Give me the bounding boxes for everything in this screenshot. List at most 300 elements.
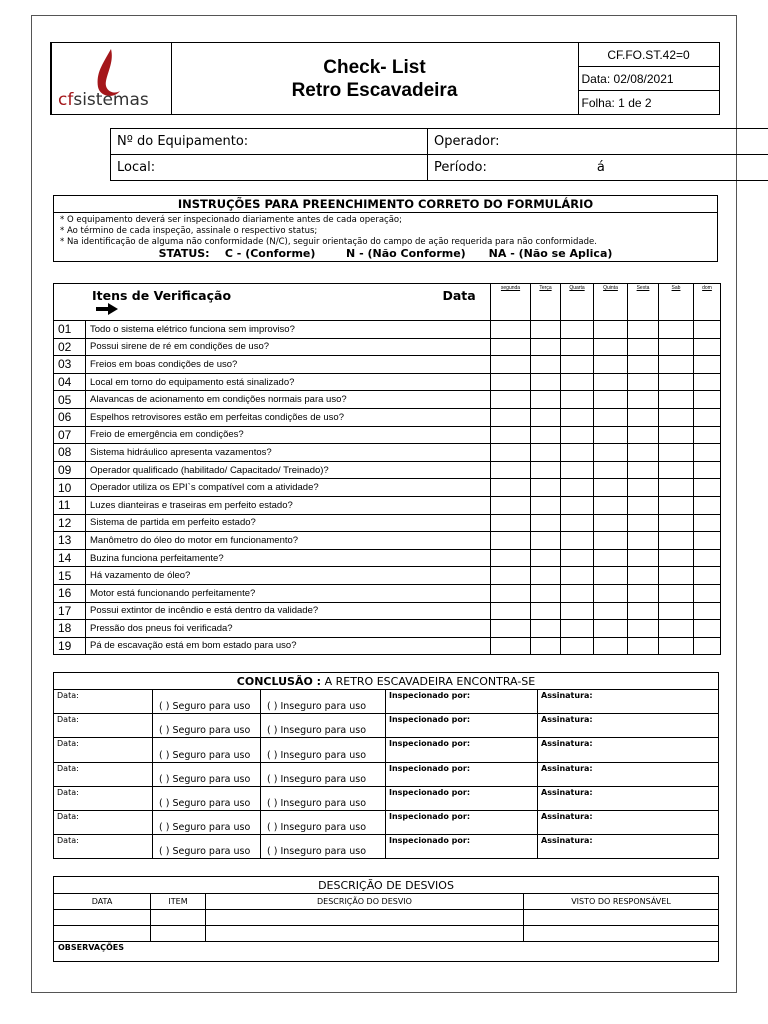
unsafe-label: ( ) Inseguro para uso [267, 749, 367, 761]
status-cell-segunda[interactable] [491, 496, 531, 514]
signature-field[interactable]: Assinatura: [538, 810, 719, 834]
status-cell-quinta[interactable] [594, 391, 628, 409]
status-cell-dom[interactable] [694, 461, 721, 479]
inspected-by-field[interactable]: Inspecionado por: [386, 835, 538, 859]
status-cell-segunda[interactable] [491, 549, 531, 567]
status-cell-sexta[interactable] [628, 620, 659, 638]
item-number: 10 [54, 479, 86, 497]
status-cell-segunda[interactable] [491, 373, 531, 391]
status-cell-quinta[interactable] [594, 338, 628, 356]
item-text: Buzina funciona perfeitamente? [86, 549, 491, 567]
checklist-row [54, 584, 721, 602]
status-cell-sexta[interactable] [628, 532, 659, 550]
unsafe-label: ( ) Inseguro para uso [267, 846, 367, 858]
items-header: Itens de Verificação [92, 288, 232, 303]
date-header: Data [442, 288, 476, 303]
checklist-row [54, 338, 721, 356]
item-number: 15 [54, 567, 86, 585]
safe-option[interactable] [153, 762, 261, 786]
status-cell-sexta[interactable] [628, 637, 659, 655]
item-number: 04 [54, 373, 86, 391]
status-cell-dom[interactable] [694, 444, 721, 462]
status-cell-terça[interactable] [531, 496, 561, 514]
checklist-row [54, 602, 721, 620]
day-header-6: dom [694, 284, 721, 321]
status-cell-dom[interactable] [694, 549, 721, 567]
status-cell-sexta[interactable] [628, 496, 659, 514]
item-text: Luzes dianteiras e traseiras em perfeito estado? [86, 496, 491, 514]
conclusion-date-field[interactable]: Data: [54, 714, 153, 738]
safe-label: ( ) Seguro para uso [159, 773, 251, 785]
status-cell-terça[interactable] [531, 356, 561, 374]
checklist-row [54, 426, 721, 444]
safe-label: ( ) Seguro para uso [159, 797, 251, 809]
status-cell-terça[interactable] [531, 620, 561, 638]
status-cell-segunda[interactable] [491, 620, 531, 638]
status-cell-sexta[interactable] [628, 567, 659, 585]
checklist-table [53, 283, 721, 655]
item-number: 14 [54, 549, 86, 567]
deviation-column-header: DATA [54, 894, 151, 910]
status-cell-segunda[interactable] [491, 514, 531, 532]
status-cell-quarta[interactable] [561, 321, 594, 339]
status-cell-sexta[interactable] [628, 479, 659, 497]
status-cell-terça[interactable] [531, 567, 561, 585]
day-header-3: Quinta [594, 284, 628, 321]
status-cell-quarta[interactable] [561, 444, 594, 462]
status-cell-dom[interactable] [694, 532, 721, 550]
deviation-cell[interactable] [524, 910, 719, 926]
conclusion-date-field[interactable]: Data: [54, 690, 153, 714]
safe-option[interactable] [153, 786, 261, 810]
item-number: 09 [54, 461, 86, 479]
status-cell-sab[interactable] [659, 567, 694, 585]
conclusion-table [53, 672, 719, 859]
local-field[interactable]: Local: [111, 155, 428, 181]
item-text: Pá de escavação está em bom estado para uso? [86, 637, 491, 655]
conclusion-date-field[interactable]: Data: [54, 810, 153, 834]
status-cell-dom[interactable] [694, 321, 721, 339]
status-cell-terça[interactable] [531, 514, 561, 532]
item-text: Freios em boas condições de uso? [86, 356, 491, 374]
status-cell-sab[interactable] [659, 584, 694, 602]
period-label: Período: [434, 160, 487, 175]
form-title: Check- List Retro Escavadeira [171, 43, 578, 115]
safe-label: ( ) Seguro para uso [159, 822, 251, 834]
item-number: 17 [54, 602, 86, 620]
form-date: Data: 02/08/2021 [578, 67, 719, 91]
status-cell-sab[interactable] [659, 356, 694, 374]
item-text: Há vazamento de óleo? [86, 567, 491, 585]
unsafe-option[interactable] [261, 714, 386, 738]
status-cell-quarta[interactable] [561, 461, 594, 479]
status-cell-dom[interactable] [694, 391, 721, 409]
status-cell-quinta[interactable] [594, 408, 628, 426]
status-cell-quinta[interactable] [594, 321, 628, 339]
instruction-line: * Ao término de cada inspeção, assinale o respectivo status; [60, 226, 318, 236]
item-number: 01 [54, 321, 86, 339]
checklist-row [54, 444, 721, 462]
checklist-row [54, 637, 721, 655]
conclusion-row [54, 786, 719, 810]
status-cell-quinta[interactable] [594, 496, 628, 514]
day-header-4: Sexta [628, 284, 659, 321]
period-field[interactable] [428, 155, 768, 181]
item-text: Operador qualificado (habilitado/ Capacitado/ Treinado)? [86, 461, 491, 479]
checklist-row [54, 496, 721, 514]
safe-option[interactable] [153, 835, 261, 859]
item-text: Freio de emergência em condições? [86, 426, 491, 444]
checklist-row [54, 408, 721, 426]
status-cell-terça[interactable] [531, 602, 561, 620]
status-cell-sexta[interactable] [628, 461, 659, 479]
status-cell-quarta[interactable] [561, 479, 594, 497]
instructions-title: INSTRUÇÕES PARA PREENCHIMENTO CORRETO DO FORMULÁRIO [54, 196, 718, 213]
status-cell-sab[interactable] [659, 496, 694, 514]
status-cell-dom[interactable] [694, 567, 721, 585]
status-cell-quarta[interactable] [561, 408, 594, 426]
signature-field[interactable]: Assinatura: [538, 786, 719, 810]
status-cell-segunda[interactable] [491, 391, 531, 409]
instruction-line: * O equipamento deverá ser inspecionado diariamente antes de cada operação; [60, 215, 403, 225]
checklist-row [54, 356, 721, 374]
unsafe-option[interactable] [261, 690, 386, 714]
conclusion-date-field[interactable]: Data: [54, 835, 153, 859]
status-cell-segunda[interactable] [491, 408, 531, 426]
day-header-5: Sab [659, 284, 694, 321]
status-cell-quarta[interactable] [561, 514, 594, 532]
status-cell-dom[interactable] [694, 426, 721, 444]
status-cell-terça[interactable] [531, 373, 561, 391]
status-cell-sab[interactable] [659, 321, 694, 339]
status-cell-terça[interactable] [531, 321, 561, 339]
conclusion-row [54, 810, 719, 834]
status-cell-sexta[interactable] [628, 321, 659, 339]
status-cell-quarta[interactable] [561, 602, 594, 620]
status-cell-sab[interactable] [659, 602, 694, 620]
checklist-row [54, 532, 721, 550]
checklist-row [54, 514, 721, 532]
item-text: Local em torno do equipamento está sinalizado? [86, 373, 491, 391]
unsafe-label: ( ) Inseguro para uso [267, 725, 367, 737]
status-cell-quinta[interactable] [594, 373, 628, 391]
status-cell-sab[interactable] [659, 514, 694, 532]
status-cell-dom[interactable] [694, 602, 721, 620]
item-number: 03 [54, 356, 86, 374]
deviation-row [54, 926, 719, 942]
instructions-box [53, 195, 718, 262]
status-cell-dom[interactable] [694, 338, 721, 356]
checklist-row [54, 321, 721, 339]
status-cell-terça[interactable] [531, 391, 561, 409]
conclusion-row [54, 835, 719, 859]
status-cell-dom[interactable] [694, 637, 721, 655]
form-header [50, 42, 720, 115]
status-cell-dom[interactable] [694, 356, 721, 374]
deviation-cell[interactable] [151, 910, 206, 926]
status-cell-quarta[interactable] [561, 532, 594, 550]
status-cell-segunda[interactable] [491, 461, 531, 479]
status-cell-quarta[interactable] [561, 584, 594, 602]
checklist-row [54, 373, 721, 391]
conclusion-title-rest: A RETRO ESCAVADEIRA ENCONTRA-SE [321, 674, 536, 688]
form-code: CF.FO.ST.42=0 [578, 43, 719, 67]
signature-field[interactable]: Assinatura: [538, 835, 719, 859]
status-cell-quinta[interactable] [594, 514, 628, 532]
item-text: Manômetro do óleo do motor em funcionamento? [86, 532, 491, 550]
status-cell-segunda[interactable] [491, 602, 531, 620]
inspected-by-field[interactable]: Inspecionado por: [386, 690, 538, 714]
status-cell-sab[interactable] [659, 637, 694, 655]
deviation-cell[interactable] [54, 926, 151, 942]
item-text: Pressão dos pneus foi verificada? [86, 620, 491, 638]
status-cell-sexta[interactable] [628, 338, 659, 356]
status-cell-quinta[interactable] [594, 637, 628, 655]
status-cell-terça[interactable] [531, 338, 561, 356]
status-cell-quarta[interactable] [561, 496, 594, 514]
unsafe-option[interactable] [261, 786, 386, 810]
status-cell-quarta[interactable] [561, 391, 594, 409]
item-number: 05 [54, 391, 86, 409]
item-number: 16 [54, 584, 86, 602]
status-cell-quarta[interactable] [561, 620, 594, 638]
conclusion-row [54, 690, 719, 714]
status-cell-dom[interactable] [694, 373, 721, 391]
deviation-column-header: VISTO DO RESPONSÁVEL [524, 894, 719, 910]
status-cell-quarta[interactable] [561, 567, 594, 585]
form-sheet: Folha: 1 de 2 [578, 91, 719, 115]
deviation-column-header: DESCRIÇÃO DO DESVIO [206, 894, 524, 910]
signature-field[interactable]: Assinatura: [538, 738, 719, 762]
safe-option[interactable] [153, 690, 261, 714]
inspected-by-field[interactable]: Inspecionado por: [386, 738, 538, 762]
deviation-cell[interactable] [524, 926, 719, 942]
safe-option[interactable] [153, 714, 261, 738]
safe-option[interactable] [153, 738, 261, 762]
status-cell-quinta[interactable] [594, 567, 628, 585]
status-cell-quinta[interactable] [594, 549, 628, 567]
signature-field[interactable]: Assinatura: [538, 690, 719, 714]
svg-text:cfsistemas: cfsistemas [58, 90, 149, 110]
status-cell-sexta[interactable] [628, 373, 659, 391]
item-number: 12 [54, 514, 86, 532]
status-cell-quinta[interactable] [594, 584, 628, 602]
unsafe-label: ( ) Inseguro para uso [267, 797, 367, 809]
unsafe-label: ( ) Inseguro para uso [267, 701, 367, 713]
status-cell-sab[interactable] [659, 620, 694, 638]
checklist-row [54, 549, 721, 567]
status-cell-sexta[interactable] [628, 426, 659, 444]
status-cell-sab[interactable] [659, 532, 694, 550]
day-header-1: Terça [531, 284, 561, 321]
status-cell-terça[interactable] [531, 426, 561, 444]
conclusion-title [54, 673, 719, 690]
conclusion-title-bold: CONCLUSÃO : [236, 674, 322, 688]
conclusion-row [54, 738, 719, 762]
status-cell-sab[interactable] [659, 461, 694, 479]
inspected-by-field[interactable]: Inspecionado por: [386, 714, 538, 738]
item-text: Espelhos retrovisores estão em perfeitas condições de uso? [86, 408, 491, 426]
item-number: 18 [54, 620, 86, 638]
status-cell-sexta[interactable] [628, 356, 659, 374]
checklist-row [54, 479, 721, 497]
safe-label: ( ) Seguro para uso [159, 749, 251, 761]
status-cell-terça[interactable] [531, 637, 561, 655]
status-cell-quinta[interactable] [594, 479, 628, 497]
status-cell-quinta[interactable] [594, 444, 628, 462]
conclusion-date-field[interactable]: Data: [54, 762, 153, 786]
observations-row [54, 942, 719, 962]
status-cell-segunda[interactable] [491, 584, 531, 602]
status-cell-sexta[interactable] [628, 514, 659, 532]
status-cell-sab[interactable] [659, 479, 694, 497]
status-cell-sab[interactable] [659, 426, 694, 444]
status-cell-segunda[interactable] [491, 338, 531, 356]
item-number: 19 [54, 637, 86, 655]
status-cell-quarta[interactable] [561, 426, 594, 444]
item-text: Alavancas de acionamento em condições normais para uso? [86, 391, 491, 409]
unsafe-option[interactable] [261, 762, 386, 786]
unsafe-label: ( ) Inseguro para uso [267, 822, 367, 834]
company-logo [51, 43, 171, 115]
day-header-2: Quarta [561, 284, 594, 321]
status-cell-terça[interactable] [531, 479, 561, 497]
item-number: 13 [54, 532, 86, 550]
safe-label: ( ) Seguro para uso [159, 701, 251, 713]
observations-field[interactable]: OBSERVAÇÕES [54, 942, 719, 962]
deviation-cell[interactable] [206, 910, 524, 926]
item-text: Operador utiliza os EPI`s compatível com a atividade? [86, 479, 491, 497]
unsafe-option[interactable] [261, 738, 386, 762]
status-cell-terça[interactable] [531, 408, 561, 426]
item-text: Motor está funcionando perfeitamente? [86, 584, 491, 602]
deviation-cell[interactable] [151, 926, 206, 942]
item-number: 06 [54, 408, 86, 426]
status-cell-terça[interactable] [531, 549, 561, 567]
checklist-row [54, 620, 721, 638]
safe-label: ( ) Seguro para uso [159, 846, 251, 858]
status-cell-quarta[interactable] [561, 373, 594, 391]
inspected-by-field[interactable]: Inspecionado por: [386, 810, 538, 834]
inspected-by-field[interactable]: Inspecionado por: [386, 762, 538, 786]
item-number: 07 [54, 426, 86, 444]
arrow-right-icon [96, 303, 118, 317]
status-cell-segunda[interactable] [491, 444, 531, 462]
checklist-row [54, 461, 721, 479]
status-cell-dom[interactable] [694, 479, 721, 497]
status-cell-sexta[interactable] [628, 444, 659, 462]
unsafe-option[interactable] [261, 810, 386, 834]
conclusion-row [54, 762, 719, 786]
status-cell-terça[interactable] [531, 532, 561, 550]
equipment-info [110, 128, 768, 181]
status-cell-quinta[interactable] [594, 602, 628, 620]
safe-option[interactable] [153, 810, 261, 834]
status-cell-segunda[interactable] [491, 356, 531, 374]
status-cell-sexta[interactable] [628, 408, 659, 426]
status-cell-quinta[interactable] [594, 461, 628, 479]
status-cell-quinta[interactable] [594, 620, 628, 638]
status-cell-sab[interactable] [659, 373, 694, 391]
status-cell-dom[interactable] [694, 620, 721, 638]
deviation-cell[interactable] [206, 926, 524, 942]
status-cell-segunda[interactable] [491, 567, 531, 585]
status-cell-sexta[interactable] [628, 549, 659, 567]
status-cell-sab[interactable] [659, 391, 694, 409]
unsafe-option[interactable] [261, 835, 386, 859]
item-text: Sistema de partida em perfeito estado? [86, 514, 491, 532]
inspected-by-field[interactable]: Inspecionado por: [386, 786, 538, 810]
status-cell-terça[interactable] [531, 444, 561, 462]
status-legend: STATUS: C - (Conforme) N - (Não Conforme) NA - (Não se Aplica) [158, 247, 613, 260]
checklist-row [54, 391, 721, 409]
item-number: 08 [54, 444, 86, 462]
equipment-number-field[interactable]: Nº do Equipamento: [111, 129, 428, 155]
checklist-header [54, 284, 491, 321]
status-cell-terça[interactable] [531, 584, 561, 602]
status-cell-dom[interactable] [694, 496, 721, 514]
item-text: Sistema hidráulico apresenta vazamentos? [86, 444, 491, 462]
status-cell-quarta[interactable] [561, 338, 594, 356]
operator-field[interactable]: Operador: [428, 129, 768, 155]
deviations-table [53, 876, 719, 962]
unsafe-label: ( ) Inseguro para uso [267, 773, 367, 785]
conclusion-date-field[interactable]: Data: [54, 786, 153, 810]
status-cell-sab[interactable] [659, 444, 694, 462]
item-text: Todo o sistema elétrico funciona sem improviso? [86, 321, 491, 339]
signature-field[interactable]: Assinatura: [538, 762, 719, 786]
checklist-row [54, 567, 721, 585]
status-cell-sexta[interactable] [628, 391, 659, 409]
status-cell-segunda[interactable] [491, 426, 531, 444]
status-cell-segunda[interactable] [491, 532, 531, 550]
status-cell-segunda[interactable] [491, 321, 531, 339]
safe-label: ( ) Seguro para uso [159, 725, 251, 737]
status-cell-quarta[interactable] [561, 549, 594, 567]
status-cell-segunda[interactable] [491, 637, 531, 655]
item-number: 11 [54, 496, 86, 514]
status-cell-quinta[interactable] [594, 426, 628, 444]
status-cell-quinta[interactable] [594, 532, 628, 550]
status-cell-sab[interactable] [659, 408, 694, 426]
deviations-title: DESCRIÇÃO DE DESVIOS [54, 877, 719, 894]
status-cell-sab[interactable] [659, 338, 694, 356]
item-text: Possui extintor de incêndio e está dentro da validade? [86, 602, 491, 620]
status-cell-dom[interactable] [694, 408, 721, 426]
deviation-column-header: ITEM [151, 894, 206, 910]
status-cell-terça[interactable] [531, 461, 561, 479]
item-text: Possui sirene de ré em condições de uso? [86, 338, 491, 356]
status-cell-quinta[interactable] [594, 356, 628, 374]
deviation-cell[interactable] [54, 910, 151, 926]
status-cell-quarta[interactable] [561, 637, 594, 655]
status-cell-sexta[interactable] [628, 584, 659, 602]
period-separator: á [596, 160, 605, 175]
signature-field[interactable]: Assinatura: [538, 714, 719, 738]
day-header-0: segunda [491, 284, 531, 321]
status-cell-segunda[interactable] [491, 479, 531, 497]
item-number: 02 [54, 338, 86, 356]
status-cell-sexta[interactable] [628, 602, 659, 620]
conclusion-date-field[interactable]: Data: [54, 738, 153, 762]
status-cell-sab[interactable] [659, 549, 694, 567]
status-cell-quarta[interactable] [561, 356, 594, 374]
conclusion-row [54, 714, 719, 738]
deviation-row [54, 910, 719, 926]
instruction-line: * Na identificação de alguma não conformidade (N/C), seguir orientação do campo de ação requerida para não conformidade. [60, 237, 597, 247]
status-cell-dom[interactable] [694, 514, 721, 532]
status-cell-dom[interactable] [694, 584, 721, 602]
